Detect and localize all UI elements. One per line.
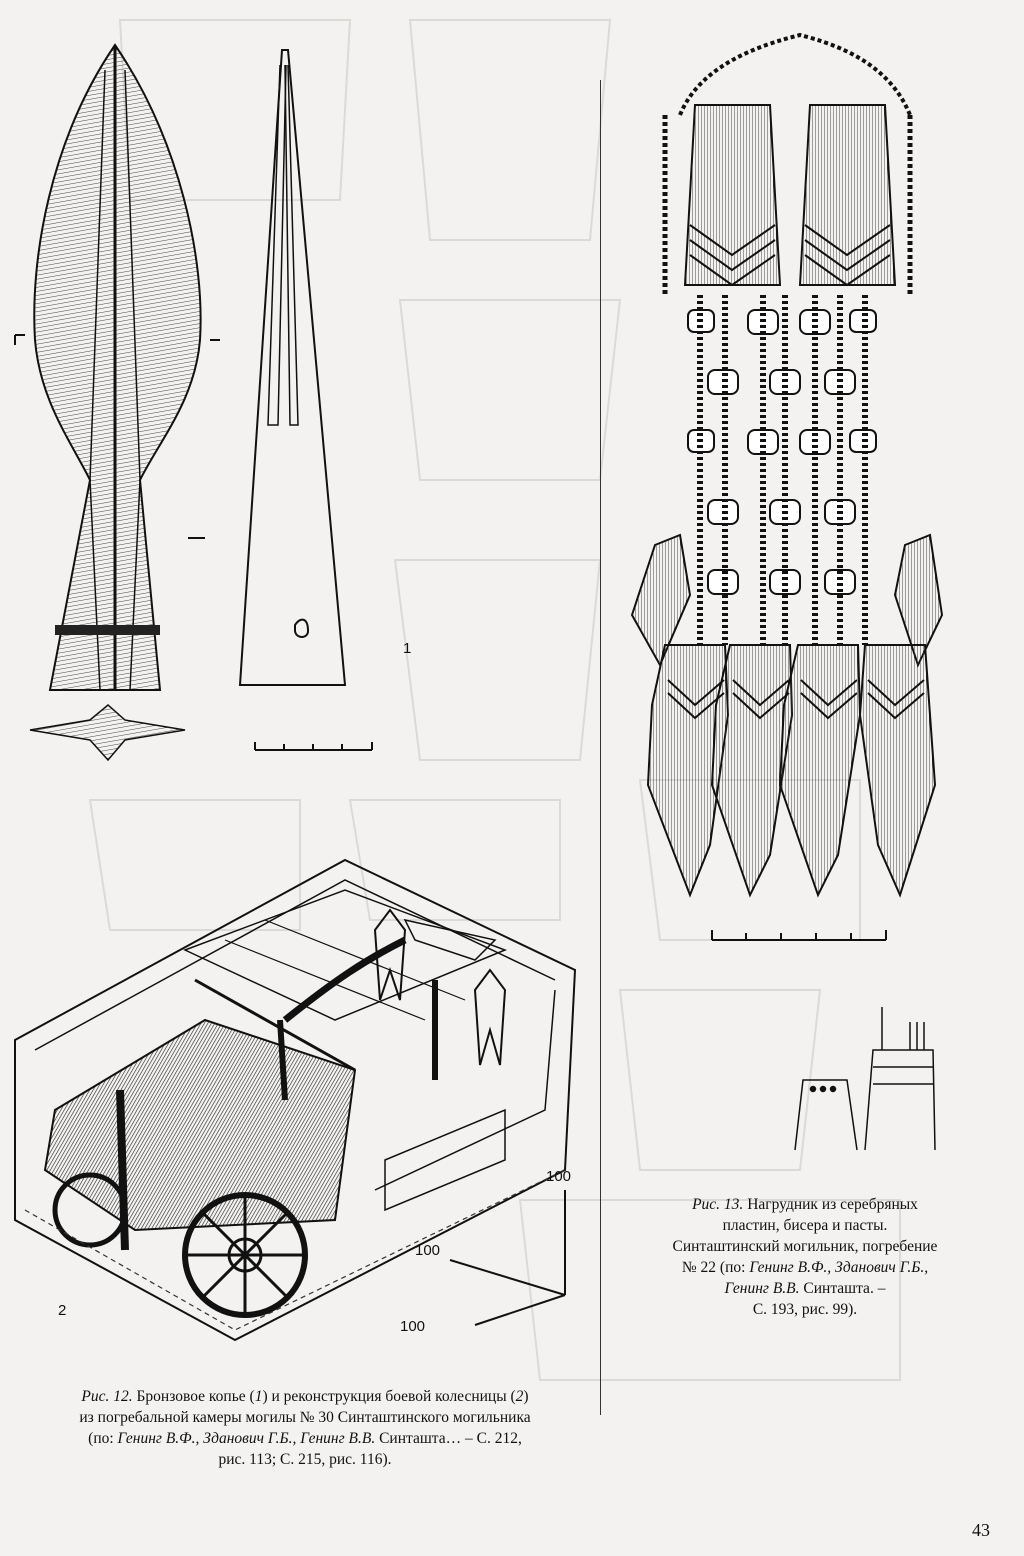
figure-12-caption-line-1: Рис. 12. Бронзовое копье (1) и реконструкция боевой колесницы (2) — [81, 1388, 529, 1405]
spearhead-front-drawing — [10, 40, 220, 770]
chariot-scale-label-vertical: 100 — [546, 1168, 572, 1185]
figure-12-caption-line-2: из погребальной камеры могилы № 30 Синташтинского могильника — [79, 1409, 531, 1426]
figure-13-caption-line-6: С. 193, рис. 99). — [752, 1301, 858, 1318]
page-number: 43 — [972, 1520, 990, 1540]
spearhead-side-drawing — [230, 45, 380, 760]
figure-13-caption-line-4: № 22 (по: Генинг В.Ф., Зданович Г.Б., — [681, 1259, 929, 1276]
chariot-scale-label-left: 100 — [415, 1242, 441, 1259]
figure-13-caption-line-5: Генинг В.В. Синташта. – — [724, 1280, 886, 1297]
chariot-scale-label-bottom: 100 — [400, 1318, 426, 1335]
figure-12-label-2: 2 — [58, 1302, 67, 1319]
figure-13-caption-line-3: Синташтинский могильник, погребение — [672, 1238, 938, 1255]
chariot-reconstruction-drawing — [5, 840, 605, 1360]
column-divider — [600, 80, 601, 1415]
figure-13-caption-line-2: пластин, бисера и пасты. — [722, 1217, 888, 1234]
breastplate-drawing — [620, 25, 950, 950]
figure-12-caption-line-3: (по: Генинг В.Ф., Зданович Г.Б., Генинг В.В. Синташта… – С. 212, — [88, 1430, 522, 1447]
figure-13-caption — [620, 1194, 990, 1320]
figure-13-caption-line-1: Рис. 13. Нагрудник из серебряных — [692, 1196, 918, 1213]
figure-12-caption-line-4: рис. 113; С. 215, рис. 116). — [218, 1451, 392, 1468]
breastplate-schematic-drawing — [785, 1002, 940, 1152]
figure-12-caption — [25, 1386, 585, 1470]
figure-12-label-1: 1 — [403, 640, 412, 657]
